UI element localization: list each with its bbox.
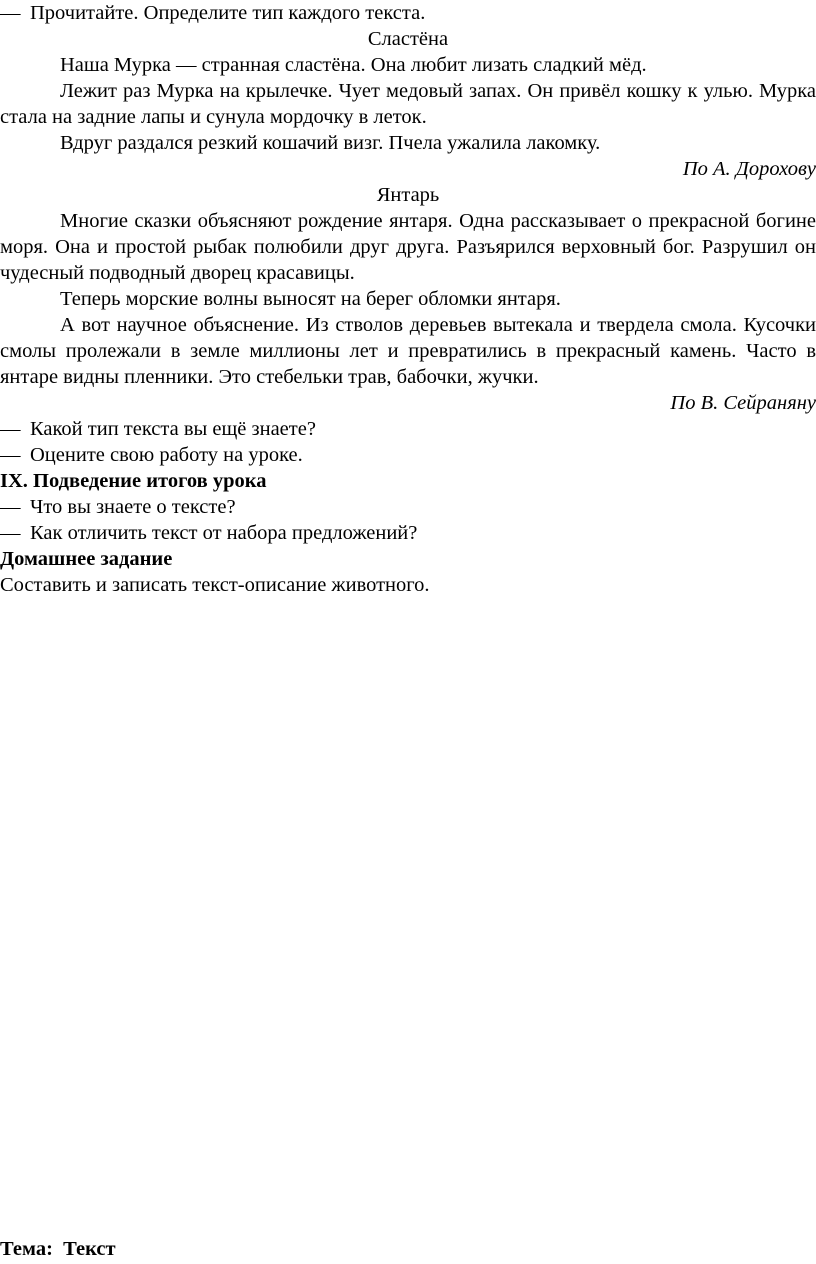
- footer-topic: Тема: Текст: [0, 1238, 116, 1260]
- text1-title: Сластёна: [367, 28, 449, 50]
- text2-title: Янтарь: [376, 184, 440, 206]
- question-2-text: Оцените свою работу на уроке.: [30, 444, 303, 466]
- task-instruction-text: Прочитайте. Определите тип каждого текста.: [30, 2, 426, 24]
- summary-question-2: [0, 520, 816, 546]
- text1-paragraph-2: Лежит раз Мурка на крылечке. Чует медовый запах. Он привёл кошку к улью. Мурка стала на задние лапы и сунула мордочку в леток.: [0, 80, 816, 128]
- summary-question-2-text: Как отличить текст от набора предложений?: [30, 522, 418, 544]
- document-page: [0, 0, 816, 598]
- dash-marker: —: [0, 444, 21, 466]
- text2-paragraph-1: Многие сказки объясняют рождение янтаря. Одна рассказывает о прекрасной богине моря. Она и простой рыбак полюбили друг друга. Разъярился верховный бог. Разрушил он чудесный подводный дворец красавицы.: [0, 210, 816, 284]
- dash-marker: —: [0, 496, 21, 518]
- dash-marker: —: [0, 2, 21, 24]
- text2-paragraph-3: А вот научное объяснение. Из стволов деревьев вытекала и твердела смола. Кусочки смолы пролежали в земле миллионы лет и превратились в прекрасный камень. Часто в янтаре видны пленники. Это стебельки трав, бабочки, жучки.: [0, 314, 816, 388]
- question-1: [0, 416, 816, 442]
- summary-question-1-text: Что вы знаете о тексте?: [30, 496, 236, 518]
- task-instruction: [0, 0, 816, 26]
- question-2: [0, 442, 816, 468]
- dash-marker: —: [0, 418, 21, 440]
- summary-heading: IX. Подведение итогов урока: [0, 470, 267, 492]
- text1-paragraph-1: Наша Мурка — странная сластёна. Она любит лизать сладкий мёд.: [60, 54, 647, 76]
- dash-marker: —: [0, 522, 21, 544]
- text2-author: По В. Сейраняну: [670, 392, 816, 414]
- question-1-text: Какой тип текста вы ещё знаете?: [30, 418, 316, 440]
- homework-heading: Домашнее задание: [0, 548, 173, 570]
- text2-paragraph-2: Теперь морские волны выносят на берег обломки янтаря.: [60, 288, 561, 310]
- homework-text: Составить и записать текст-описание животного.: [0, 574, 430, 596]
- text1-paragraph-3: Вдруг раздался резкий кошачий визг. Пчела ужалила лакомку.: [60, 132, 601, 154]
- summary-question-1: [0, 494, 816, 520]
- text1-author: По А. Дорохову: [682, 158, 816, 180]
